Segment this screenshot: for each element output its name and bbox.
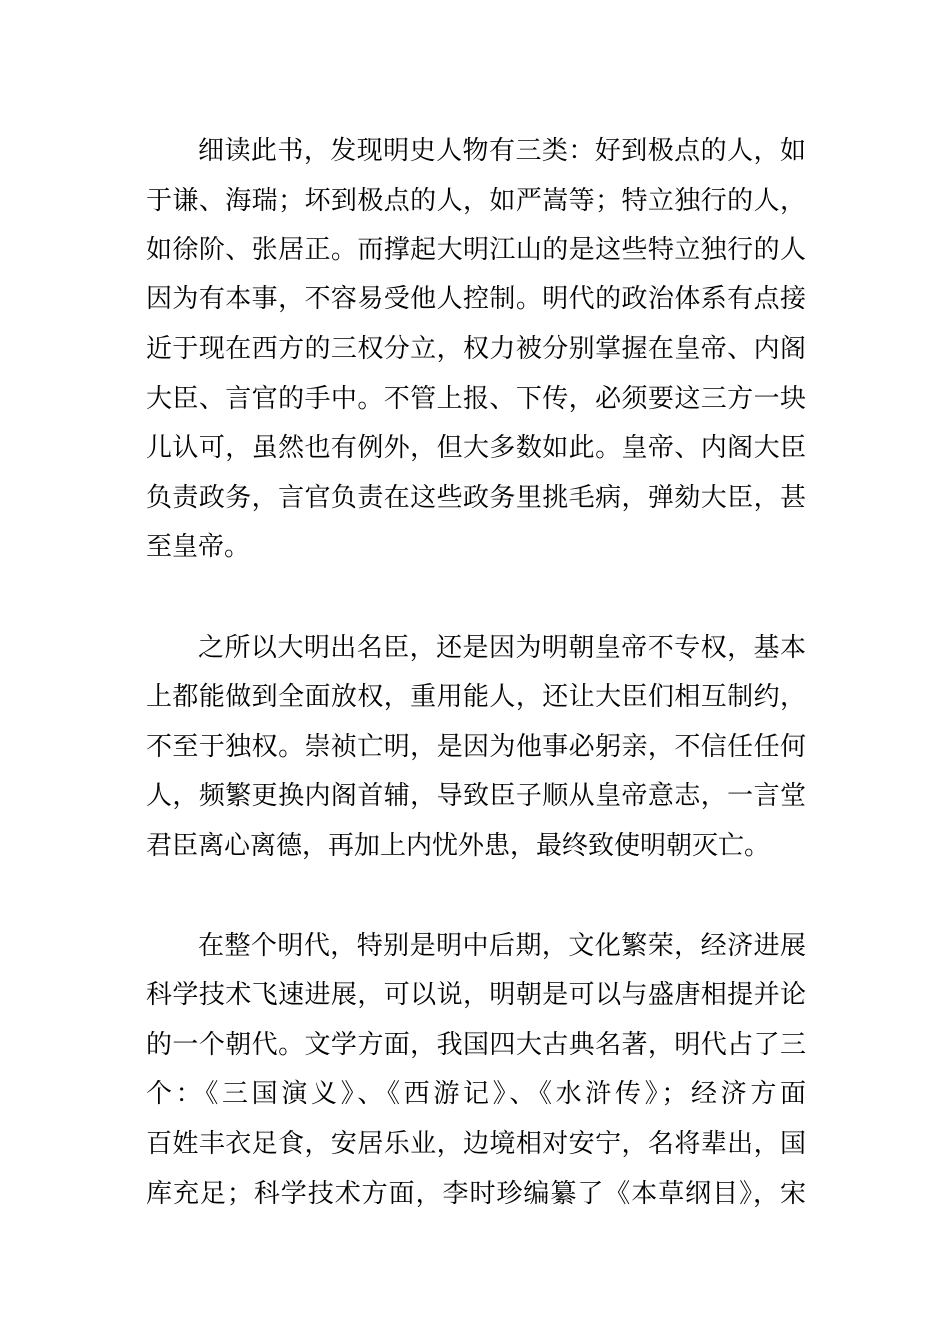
text-line: 百姓丰衣足食，安居乐业，边境相对安宁，名将辈出，国 <box>146 1129 806 1159</box>
text-line: 至皇帝。 <box>146 532 251 562</box>
text-line: 个：《三国演义》、《西游记》、《水浒传》；经济方面 <box>146 1079 806 1109</box>
text-line: 不至于独权。崇祯亡明，是因为他事必躬亲，不信任任何 <box>146 732 806 762</box>
text-line: 君臣离心离德，再加上内忧外患，最终致使明朝灭亡。 <box>146 831 771 861</box>
text-line: 之所以大明出名臣，还是因为明朝皇帝不专权，基本 <box>198 633 806 663</box>
text-line: 科学技术飞速进展，可以说，明朝是可以与盛唐相提并论 <box>146 980 806 1010</box>
text-line: 于谦、海瑞；坏到极点的人，如严嵩等；特立独行的人， <box>146 186 806 216</box>
text-line: 负责政务，言官负责在这些政务里挑毛病，弹劾大臣，甚 <box>146 483 806 513</box>
text-line: 大臣、言官的手中。不管上报、下传，必须要这三方一块 <box>146 384 806 414</box>
text-line: 在整个明代，特别是明中后期，文化繁荣，经济进展 <box>198 931 806 961</box>
text-line: 近于现在西方的三权分立，权力被分别掌握在皇帝、内阁 <box>146 334 806 364</box>
text-line: 儿认可，虽然也有例外，但大多数如此。皇帝、内阁大臣 <box>146 433 806 463</box>
text-line: 细读此书，发现明史人物有三类：好到极点的人，如 <box>198 136 806 166</box>
text-line: 的一个朝代。文学方面，我国四大古典名著，明代占了三 <box>146 1030 806 1060</box>
text-line: 上都能做到全面放权，重用能人，还让大臣们相互制约， <box>146 682 806 712</box>
text-line: 如徐阶、张居正。而撑起大明江山的是这些特立独行的人 <box>146 235 806 265</box>
text-line: 因为有本事，不容易受他人控制。明代的政治体系有点接 <box>146 284 806 314</box>
text-line: 人，频繁更换内阁首辅，导致臣子顺从皇帝意志，一言堂 <box>146 781 806 811</box>
text-line: 库充足；科学技术方面，李时珍编纂了《本草纲目》，宋 <box>146 1179 806 1209</box>
